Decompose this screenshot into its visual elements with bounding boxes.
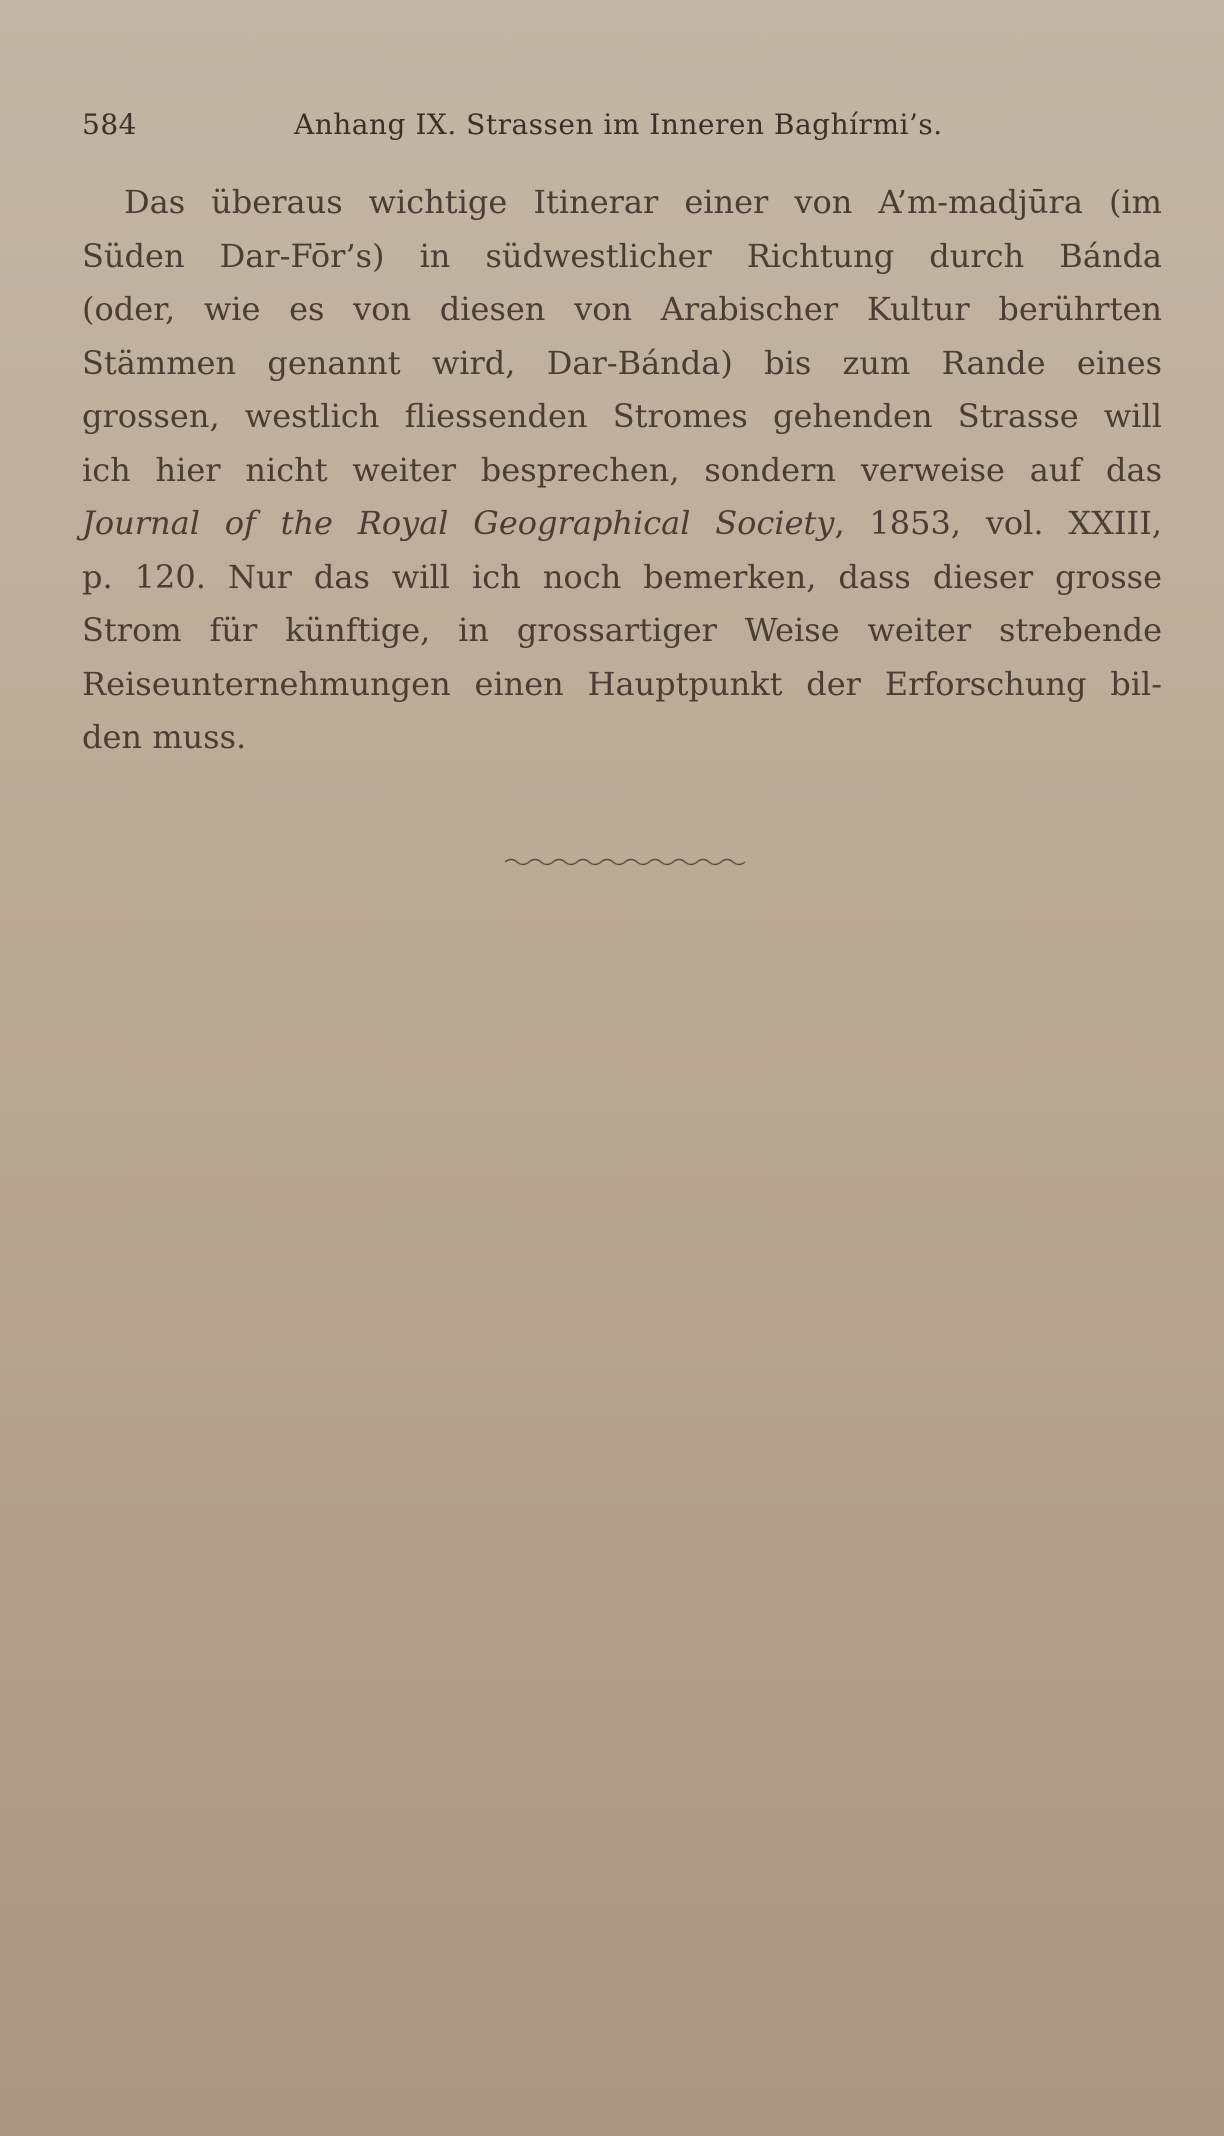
running-header [82, 108, 1152, 148]
text-line-citation [82, 497, 1162, 551]
text-line: Süden Dar-Fōr’s) in südwestlicher Richtung durch Bánda [82, 236, 1162, 275]
text-line: Stämmen genannt wird, Dar-Bánda) bis zum Rande eines [82, 343, 1162, 382]
text-line: grossen, westlich fliessenden Stromes gehenden Strasse will [82, 397, 1162, 435]
running-title: Anhang IX. Strassen im Inneren Baghírmi’s. [294, 108, 943, 141]
text-line: Das überaus wichtige Itinerar einer von A’m-madjūra (im [124, 183, 1162, 221]
text-line: ich hier nicht weiter besprechen, sondern verweise auf das [82, 450, 1162, 489]
citation-details: , 1853, vol. XXIII, [834, 504, 1163, 542]
paragraph [82, 176, 1162, 765]
text-line: Reiseunternehmungen einen Hauptpunkt der Erforschung bil- [82, 664, 1162, 703]
text-line: (oder, wie es von diesen von Arabischer Kultur berührten [82, 290, 1162, 328]
journal-title: Journal of the Royal Geographical Society [82, 504, 835, 542]
text-line: p. 120. Nur das will ich noch bemerken, dass dieser grosse [82, 557, 1162, 596]
page-number: 584 [82, 108, 137, 141]
text-line: den muss. [82, 718, 247, 756]
wavy-rule-ornament [505, 856, 750, 868]
text-line: Strom für künftige, in grossartiger Weise weiter strebende [82, 611, 1162, 649]
